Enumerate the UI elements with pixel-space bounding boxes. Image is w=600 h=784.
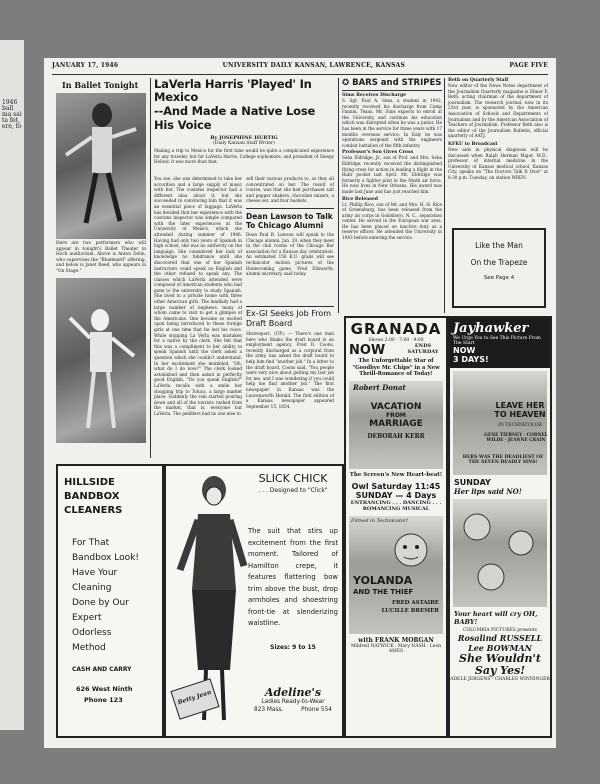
hillside-ad [56,464,164,738]
astaire-name: FRED ASTAIRE [392,599,439,606]
granada-sunday: SUNDAY — 4 Days [355,490,437,500]
yolanda-title-1: YOLANDA [353,573,413,587]
slick-body: The suit that stirs up excitement from the first moment. Tailored of Hamilton crepe, it features flattering bow trim above the bust, drop armholes and shoestring front-tie at slenderizing waistline. [248,527,338,627]
jayhawker-sunday: SUNDAY [454,478,491,487]
page-header [52,62,548,72]
bowman-name: Lee BOWMAN [468,643,532,653]
granada-shows: Shows 2:00 · 7:00 · 9:00 [368,338,424,343]
exgi-headline: Ex-GI Seeks Job From Draft Board [246,309,332,328]
rice-body: Lt. Phillip Rice, son of Mr. and Mrs. H. H. Rice of Greensburg, has been released from the army air corps in Goldsboro, N. C., separation center. He served in the European war area. He has been placed on inactive duty as a reserve officer. He attended the University in 1943 before entering the service. [342,201,442,241]
jayhawker-lips: Her lips said NO! [454,487,522,496]
adelines-address: 823 Mass. [254,707,284,713]
harris-headline-2: --And Made a Native Lose His Voice [154,104,316,132]
adjacent-page-strip [0,40,24,730]
jayhawker-title: Jayhawker [453,321,529,336]
bars-title [342,78,442,91]
granada-ends: ENDS SATURDAY [407,343,439,355]
header-date: JANUARY 17, 1946 [52,62,119,69]
heaven-poster [453,371,547,475]
column-rule-3 [444,78,445,313]
yolanda-tech: Filmed in Technicolor! [351,517,409,524]
jayhawker-tag: We Urge You to See This Picture From The Start [453,336,541,346]
kerr-name: DEBORAH KERR [367,432,425,440]
slick-sizes: Sizes: 9 to 15 [270,643,316,651]
dean-headline: Dean Lawson to Talk To Chicago Alumni [246,212,333,230]
donat-name: Robert Donat [353,382,406,392]
hillside-address: 626 West Ninth [76,685,133,693]
harris-byline-staff: (Daily Kansan Staff Writer) [213,141,275,146]
trapeze-line2: On the Trapeze [470,258,528,267]
dean-story [246,212,334,277]
beth-body: New editor of the News Notes department of the Journalism Quarterly magazine is Elmer F. Beth, acting chairman of the department of journalism. The research journal, now in its 23rd year, is sponsored by the American Association of Schools and Departments of Journalism and by the American Association of Teachers of Journalism. Professor Beth also is the editor of the Journalism Bulletin, official quarterly of AATJ. [448,83,548,139]
russell-name: Rosalind RUSSELL [457,633,543,643]
ballet-title: In Ballet Tonight [62,80,139,90]
harris-headline-1: LaVerla Harris 'Played' In Mexico [154,77,312,104]
granada-now: NOW [349,343,386,358]
trapeze-line3: See Page 4 [483,275,515,281]
adelines-ad [164,464,344,738]
sims-body: S. Sgt. Paul A. Sims, a student in 1942, recently received his discharge from Camp Fannin, Texas. Mr. Sims expects to enroll at the University and continue his education which was disrupted when he was a junior. He has been in the service for three years with 17 months overseas service. In Italy he was operations sergeant with the engineers combat battalion of the fifth infantry. [342,98,442,148]
pitch-line: Bandbox Look! [72,553,139,563]
column-rule-1 [150,78,151,458]
hillside-cash: CASH AND CARRY [72,666,132,673]
jayhawker-now: NOW [453,346,476,355]
vacation-poster [349,381,443,469]
pitch-line: Have Your [72,568,118,578]
eldridge-body: Seba Eldridge, Jr., son of Prof. and Mrs. Seba Eldridge, recently received the distinguished flying cross for action in leading a flight in the Ruhr pocket last April. Mr. Eldridge was formerly a fighter pilot in the Ninth air force. He now lives in New Orleans. His award was made last June and has just reached him. [342,155,442,194]
bars-title-text: BARS and STRIPES [352,78,442,88]
jayhawker-days: 3 DAYS! [453,355,489,364]
reed-photo [56,278,146,443]
adelines-sub: Ladies Ready-to-Wear [261,699,325,705]
beth-section [448,78,548,181]
slick-title: SLICK CHICK [258,472,328,485]
heaven-tech: IN TECHNICOLOR [498,423,542,428]
granada-sunday-tag: ENTRANCING . . . DANCING . . . ROMANCING MUSICAL [350,499,442,512]
sims-head: Sims Receives Discharge [342,93,407,98]
pitch-line: Odorless [72,628,112,638]
sheyes-cast: ADELE JERGENS · CHARLES WINNINGER [450,677,550,682]
heaven-title: LEAVE HER TO HEAVEN [494,401,546,419]
adelines-name: Adeline's [264,686,322,699]
ballet-section [54,78,148,458]
kfku-head: KFKU to Broadcast [448,141,498,147]
hillside-name-3: CLEANERS [64,505,123,516]
dean-body: Dean Paul B. Lawson will speak to the Chicago alumni, Jan. 29, when they meet in the club rooms of the Chicago Bar association for a Kansas day celebration. An estimated 150 K.U. grads will see technicolor motion pictures of the Homecoming game, Fred Ellsworth, alumni secretary, said today. [246,232,334,277]
jayhawker-heart: Your heart will cry OH, BABY! [454,610,538,626]
jayhawker-ad [448,316,552,738]
granada-ad [344,316,448,738]
granada-note: The Screen's New Heart-beat! [349,471,443,478]
adjacent-page-text: 1946 ball ma sai ta fet, ere, fo [2,99,22,130]
yolanda-title-2: AND THE THIEF [353,587,414,596]
jayhawker-columbia: COLUMBIA PICTURES presents [463,628,537,633]
heaven-stars: GENE TIERNEY · CORNEL WILDE · JEANNE CRAIN [484,433,548,443]
harris-body-col2: sell their various products to, so they all concentrated on her. The result of course, was that she had purchased salt and pepper shakers, chocolate mixers, a cheese set, and four baskets. [246,176,334,204]
newspaper-page [44,58,556,748]
hillside-name-1: HILLSIDE [64,477,115,488]
hillside-pitch [72,536,162,656]
adelines-contact [248,705,338,715]
granada-owl: Owl Saturday 11:45 [351,481,441,491]
morgan-name: with FRANK MORGAN [358,636,434,644]
beth-head: Beth on Quarterly Staff [448,78,509,83]
header-page: PAGE FIVE [509,62,548,69]
header-paper: UNIVERSITY DAILY KANSAN, LAWRENCE, KANSAS [222,62,406,69]
eldridge-head: Professor's Son Gives Cross [342,150,414,156]
harris-lead: Making a trip to Mexico for the first time would be quite a complicated experience for any traveler, but for LaVerla Harris, College sophomore, and president of Sleepy Hollow, it was more than that. [154,148,334,165]
exgi-story [246,309,334,409]
heaven-blurb: HERS WAS THE DEADLIEST OF THE SEVEN DEADLY SINS! [462,455,544,465]
header-rule [52,74,548,75]
granada-tagline: The Unforgettable Star of "Goodbye Mr. Chips" in a New Thrill-Romance of Today! [352,358,440,377]
column-rule-2 [338,78,339,313]
pitch-line: Expert [72,613,102,623]
yolanda-poster [349,516,443,634]
pitch-line: Cleaning [72,583,112,593]
harris-byline: By JOSEPHINE HURTIG [210,135,278,141]
kfku-body: New aids in physical diagnosis will be discussed when Ralph Herman Major, M.D., professor of internal medicine in the University of Kansas medical school, Kansas City, speaks on "The Doctors Talk It Over" at 8:30 p.m. Tuesday, on station WREN. [448,146,548,180]
betty-jean-tag: Betty Jean [170,678,219,720]
trapeze-box [452,228,546,308]
slick-copy [248,472,338,651]
vacation-title-1: VACATION [370,401,422,412]
pitch-line: Method [72,643,106,653]
exgi-rule [246,306,334,307]
harris-story [154,78,334,165]
slick-subtitle: . . . Designed to "Click" [258,487,328,494]
granada-cast: Mildred NATWICK · Mary NASH · Leon AMES [350,643,442,654]
jayhawker-banner [450,318,550,368]
sheyes-title: She Wouldn't Say Yes! [459,652,541,677]
vacation-title-3: MARRIAGE [369,418,423,429]
dean-rule [246,208,334,209]
sheyes-faces [453,499,547,607]
pitch-line: Done by Our [72,598,129,608]
ballet-caption: Here are two performers who will appear in tonight's Ballet Theater in Hoch auditorium. Above is Anton Dolin, who supervises the "Bluebeard" offering, and below is Janet Reed, who appears in "On Stage." [56,241,146,274]
rice-head: Rice Released [342,196,378,202]
bars-stripes-section [342,78,442,241]
trapeze-line1: Like the Man [475,241,523,250]
hillside-name-2: BANDBOX [64,491,120,502]
adelines-phone: Phone 554 [301,707,332,713]
pitch-line: For That [72,538,110,548]
adelines-sig [248,686,338,715]
sheyes-poster [453,499,547,607]
vacation-title-2: FROM [386,411,406,419]
astaire-face [391,530,431,570]
star-icon: ✪ [342,78,353,88]
dancer-figure-2 [56,278,146,443]
exgi-body: Shreveport, (UP). — There's one man here who thinks the draft board is an employment agency. Fred D. Coons, recently discharged as a corporal from the army, has asked the draft board to help him find "another job." In a letter to the draft board, Coons said, "You people were very nice about getting my last job for me, and I was wondering if you could help me find another job." The first newspaper in Kansas was the Leavenworth Herald. The first edition of a Kansas newspaper appeared September 15, 1854. [246,331,334,409]
dancer-figure-1 [56,93,146,239]
hillside-phone: Phone 123 [84,696,123,704]
bremer-name: LUCILLE BREMER [381,607,439,614]
dolin-photo [56,93,146,239]
granada-name: GRANADA [350,320,442,338]
harris-body-col1: You see, she was determined to take her accordion and a large supply of music with her. The customs inspector had a different idea about it, but she succeeded in convincing him that it was an essential piece of luggage. LaVerla has decided that her experience with the customs inspector was simple compared with the later experiences at the University of Mexico, which she attended during summer of 1946. Having had only two years of Spanish in high school, she was no authority on the language. She considered her lack of knowledge no hindrance until she discovered that one of her Spanish instructors could speak no English and the other refused to speak any. The classes which LaVerla attended were composed of American students who had gone to the university to study Spanish. She lived in a private home with three other American girls. The landlady had a large number of nephews, many of whom came to visit to get a glimpse of the Americans. One became so excited upon being introduced to these foreign girls at one time that he lost his voice. While stopping La Verla was mistaken for a native by the clerk. She felt that this was a compliment to her ability to speak Spanish until the clerk asked a question which she couldn't understand. In her excitement she mumbled, "Oh, what do I do now?" The clerk looked astonished and then asked in perfectly good English, "Do you speak English?" LaVerla recalls with a smile her shopping trip to Toluca, a large market place. Suddenly the rain started pouring down and all of the tourists rushed from the market, that is, everyone but LaVerla. The peddlers had no one else to [154,176,242,416]
